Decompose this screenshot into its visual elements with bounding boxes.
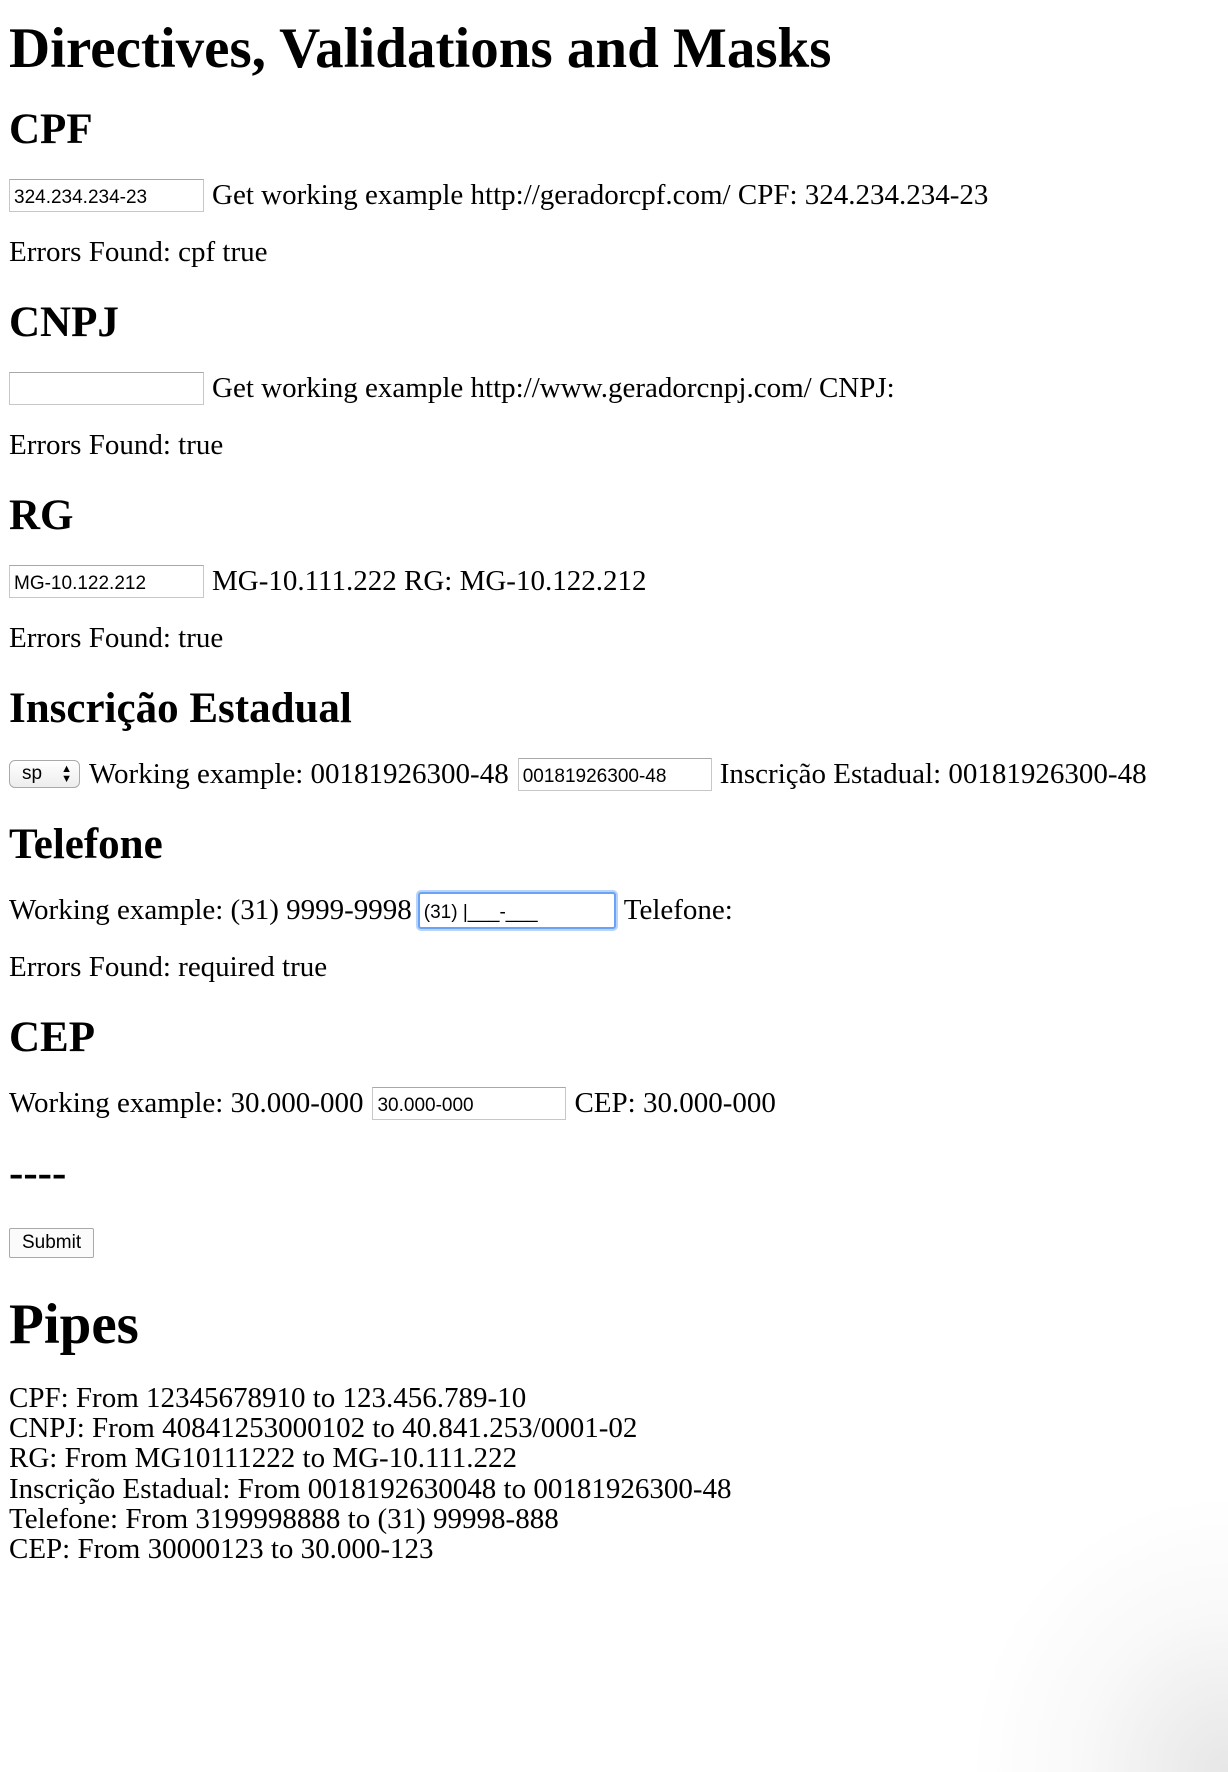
pipes-heading: Pipes — [9, 1293, 139, 1356]
cep-result-text: CEP: 30.000-000 — [574, 1087, 776, 1119]
cnpj-input[interactable] — [9, 372, 204, 405]
ie-input[interactable] — [518, 758, 712, 791]
telefone-result-text: Telefone: — [623, 894, 733, 926]
ie-state-select-value: sp — [22, 763, 43, 784]
ie-row — [9, 757, 1147, 791]
pipes-line-cep: CEP: From 30000123 to 30.000-123 — [9, 1533, 434, 1566]
telefone-row — [9, 893, 733, 927]
rg-heading: RG — [9, 492, 74, 539]
pipes-line-telefone: Telefone: From 3199998888 to (31) 99998-888 — [9, 1502, 559, 1535]
submit-button[interactable]: Submit — [9, 1228, 94, 1258]
cpf-input[interactable] — [9, 179, 204, 212]
telefone-example-text: Working example: (31) 9999-9998 — [9, 894, 412, 926]
cep-row — [9, 1086, 776, 1120]
telefone-heading: Telefone — [9, 821, 163, 868]
cnpj-helper-text: Get working example http://www.geradorcnpj.com/ CNPJ: — [212, 372, 895, 404]
cnpj-errors: Errors Found: true — [9, 429, 224, 461]
rg-helper-text: MG-10.111.222 RG: MG-10.122.212 — [212, 565, 647, 597]
select-arrows-icon: ▲ ▼ — [61, 763, 72, 785]
telefone-input[interactable] — [418, 892, 616, 929]
separator-heading: ---- — [9, 1150, 67, 1197]
cep-heading: CEP — [9, 1014, 95, 1061]
corner-shadow — [968, 1492, 1228, 1772]
cpf-heading: CPF — [9, 106, 93, 153]
cnpj-row — [9, 371, 895, 405]
pipes-line-rg: RG: From MG10111222 to MG-10.111.222 — [9, 1442, 518, 1475]
cpf-errors: Errors Found: cpf true — [9, 236, 268, 268]
ie-result-text: Inscrição Estadual: 00181926300-48 — [719, 758, 1147, 790]
telefone-errors: Errors Found: required true — [9, 951, 328, 983]
rg-row — [9, 564, 646, 598]
cep-example-text: Working example: 30.000-000 — [9, 1087, 364, 1119]
pipes-list — [9, 1383, 732, 1564]
pipes-line-ie: Inscrição Estadual: From 0018192630048 to 00181926300-48 — [9, 1472, 732, 1505]
ie-heading: Inscrição Estadual — [9, 685, 352, 732]
cpf-helper-text: Get working example http://geradorcpf.com/ CPF: 324.234.234-23 — [212, 179, 989, 211]
cnpj-heading: CNPJ — [9, 299, 119, 346]
ie-state-select[interactable] — [9, 760, 80, 788]
pipes-line-cpf: CPF: From 12345678910 to 123.456.789-10 — [9, 1382, 527, 1414]
pipes-line-cnpj: CNPJ: From 40841253000102 to 40.841.253/0001-02 — [9, 1412, 638, 1445]
rg-errors: Errors Found: true — [9, 622, 224, 654]
cep-input[interactable] — [372, 1087, 566, 1120]
page-title: Directives, Validations and Masks — [9, 17, 832, 80]
ie-example-text: Working example: 00181926300-48 — [89, 758, 509, 790]
cpf-row — [9, 178, 988, 212]
rg-input[interactable] — [9, 565, 204, 598]
